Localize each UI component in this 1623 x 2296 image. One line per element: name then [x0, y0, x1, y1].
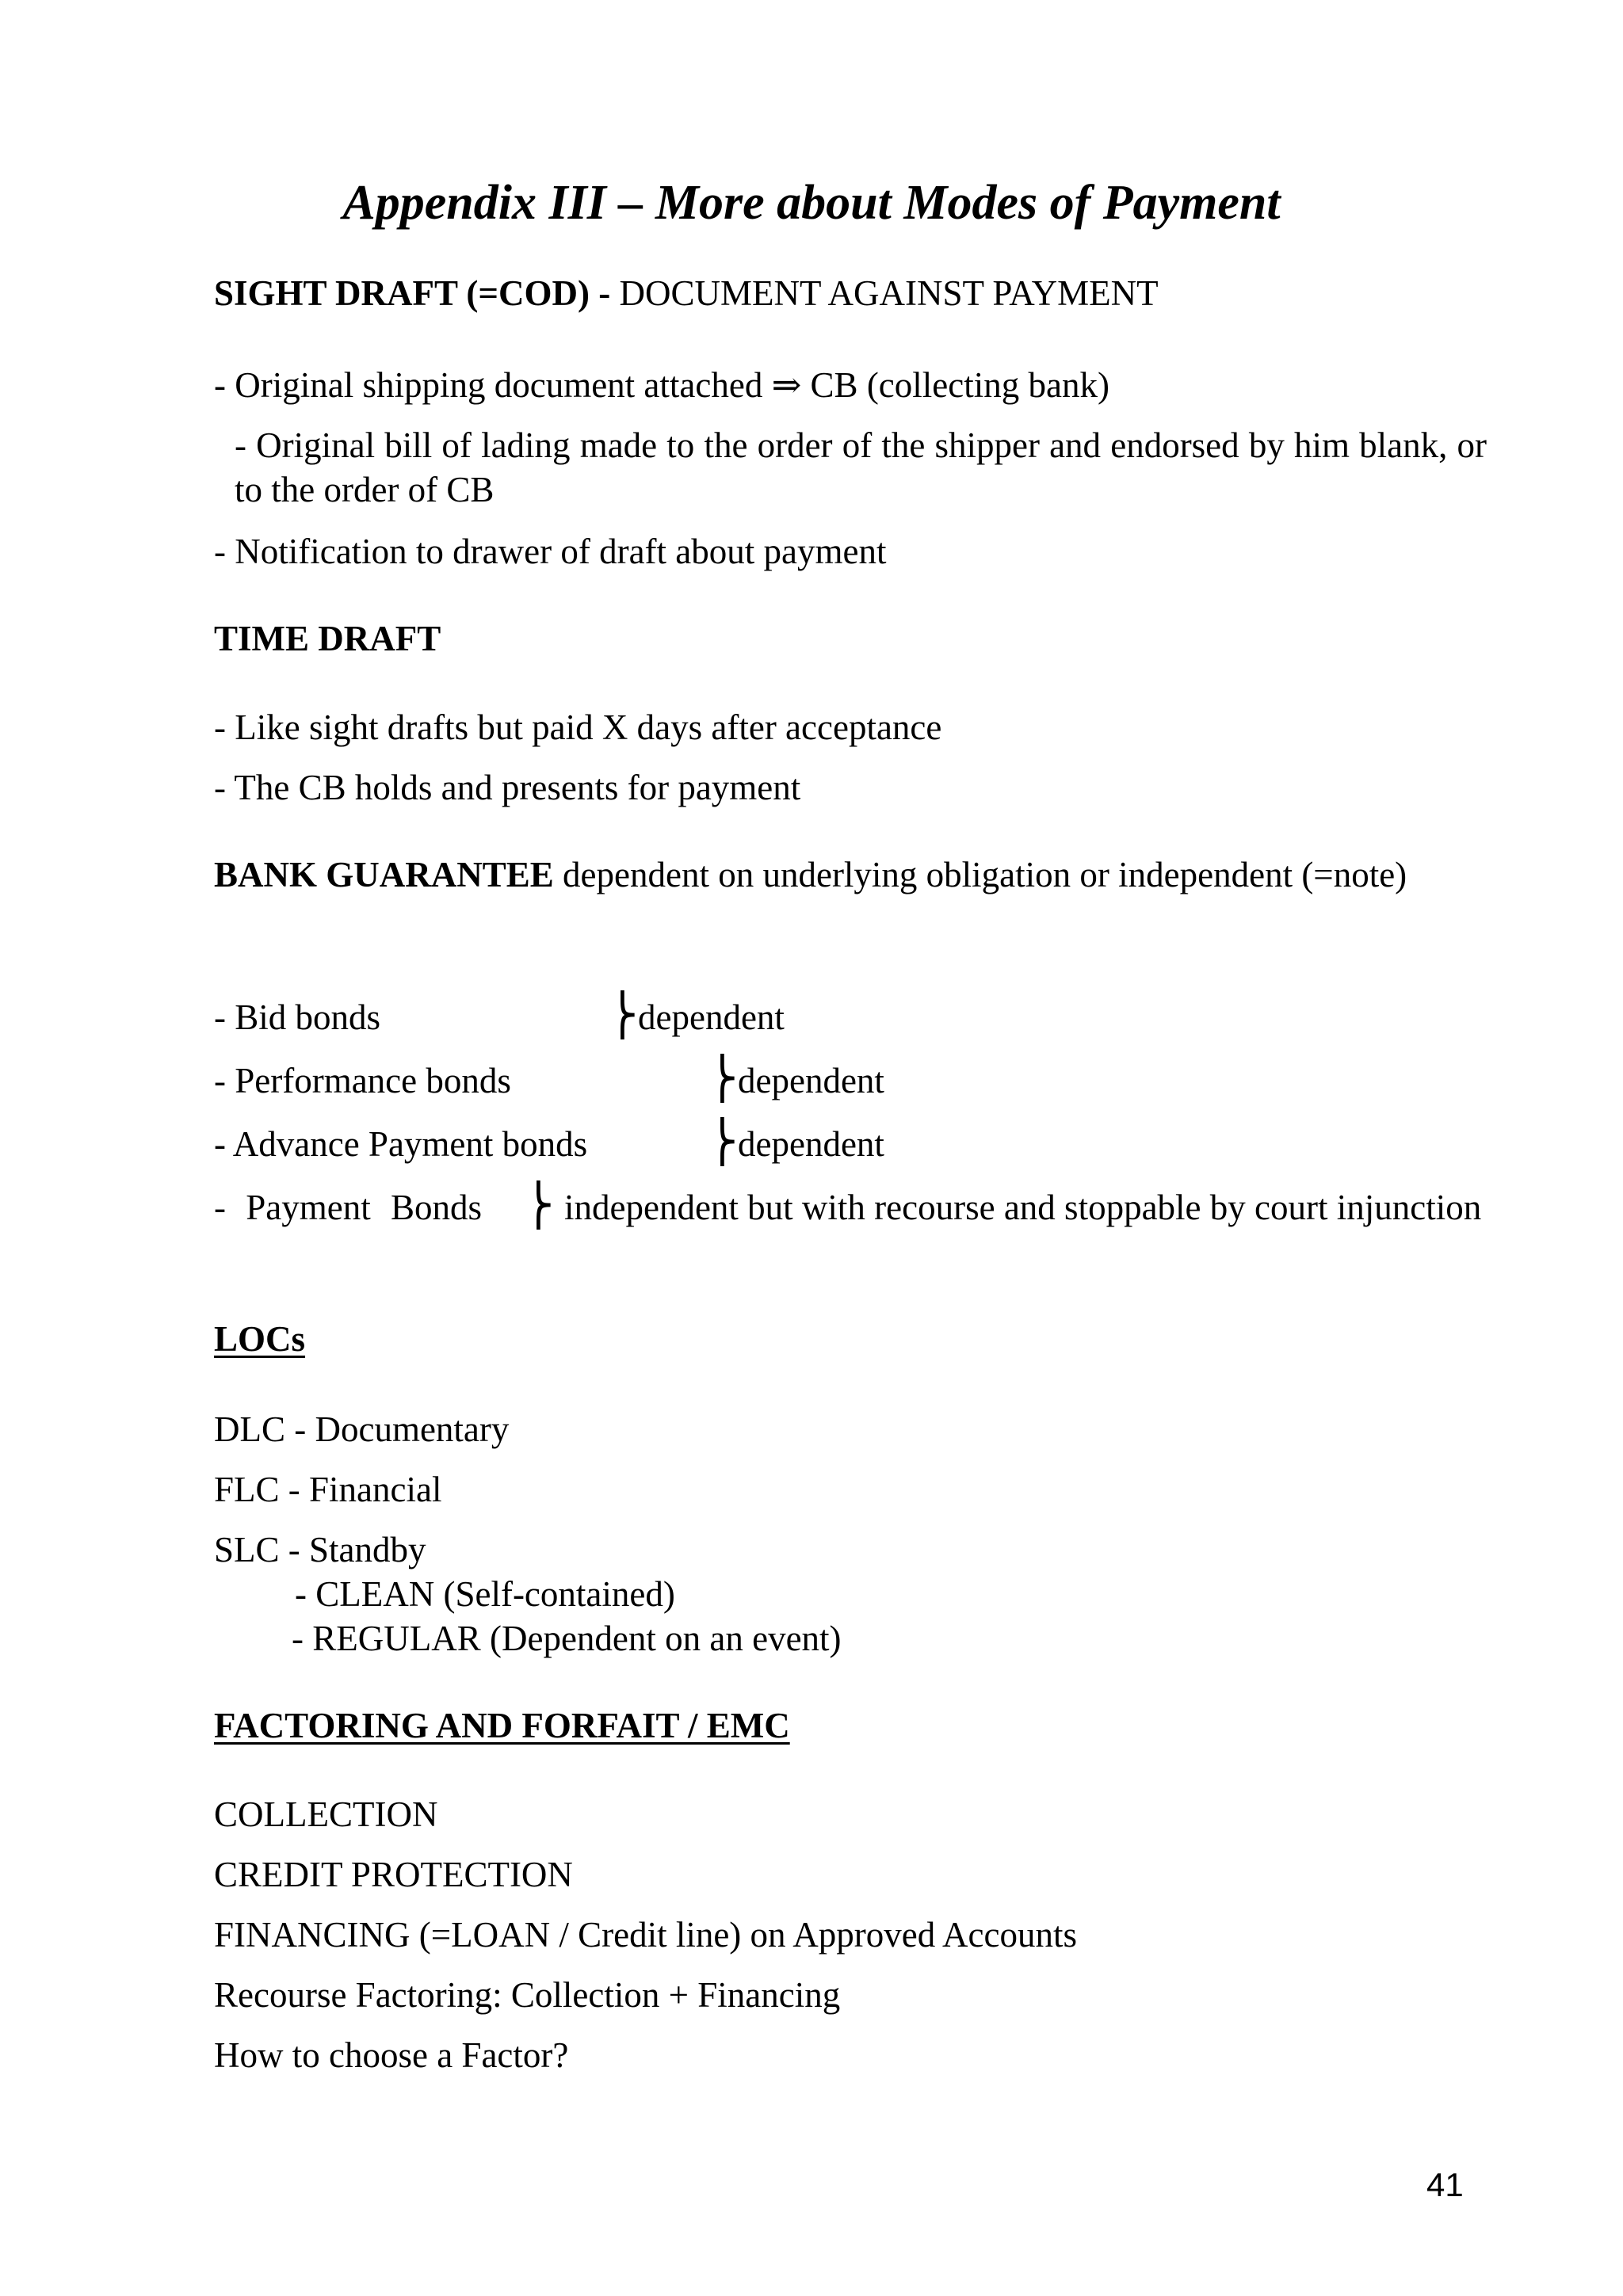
sight-draft-heading — [214, 271, 1159, 315]
brace-glyph: ⎬ — [523, 1184, 554, 1229]
time-draft-line-1: - Like sight drafts but paid X days after acceptance — [214, 707, 942, 747]
bank-guarantee-heading-rest: dependent on underlying obligation or independent (=note) — [553, 855, 1407, 894]
sight-draft-line-1-text: - Original shipping document attached — [214, 365, 772, 405]
time-draft-heading: TIME DRAFT — [214, 619, 441, 658]
bond-name: - Payment Bonds — [214, 1188, 482, 1227]
bank-guarantee-heading — [214, 852, 1487, 897]
sight-draft-line-3: - Notification to drawer of draft about payment — [214, 532, 887, 571]
list-item: How to choose a Factor? — [214, 2035, 569, 2075]
sight-draft-line-2: - Original bill of lading made to the order of the shipper and endorsed by him blank, or to the order of CB — [235, 425, 1487, 509]
list-item: FINANCING (=LOAN / Credit line) on Approved Accounts — [214, 1915, 1077, 1955]
sight-draft-line-1-target: CB (collecting bank) — [801, 365, 1109, 405]
list-item: SLC - Standby — [214, 1530, 426, 1569]
bond-name: - Bid bonds — [214, 997, 381, 1037]
list-item: COLLECTION — [214, 1794, 438, 1834]
brace-icon: ⎬ — [607, 994, 638, 1039]
list-item: DLC - Documentary — [214, 1409, 510, 1449]
bond-type — [707, 1058, 884, 1103]
bond-type: independent but with recourse and stoppable by court injunction — [564, 1188, 1482, 1227]
list-item: FLC - Financial — [214, 1470, 442, 1509]
page-number: 41 — [1426, 2166, 1464, 2203]
bond-type-text: dependent — [738, 1061, 884, 1100]
list-item: CREDIT PROTECTION — [214, 1855, 573, 1894]
bond-type-text: dependent — [738, 1124, 884, 1164]
implies-arrow-icon: ⇒ — [771, 365, 802, 405]
time-draft-line-2: - The CB holds and presents for payment — [214, 768, 801, 807]
sight-draft-heading-rest: DOCUMENT AGAINST PAYMENT — [610, 273, 1159, 313]
bond-name: - Advance Payment bonds — [214, 1124, 588, 1164]
brace-icon: ⎬ — [707, 1120, 738, 1165]
sub-list-item: - CLEAN (Self-contained) — [295, 1574, 675, 1614]
bond-type-text: dependent — [638, 997, 785, 1037]
bond-type — [707, 1122, 884, 1166]
locs-heading: LOCs — [214, 1319, 306, 1359]
bank-guarantee-heading-bold: BANK GUARANTEE — [214, 855, 554, 894]
sub-list-item: - REGULAR (Dependent on an event) — [292, 1619, 842, 1658]
page-title: Appendix III – More about Modes of Payment — [342, 176, 1281, 230]
sight-draft-heading-bold: SIGHT DRAFT (=COD) - — [214, 273, 611, 313]
factoring-heading: FACTORING AND FORFAIT / EMC — [214, 1706, 790, 1745]
bond-type — [607, 995, 785, 1039]
list-item: Recourse Factoring: Collection + Financing — [214, 1975, 841, 2015]
brace-icon: ⎬ — [707, 1057, 738, 1102]
sight-draft-line-1 — [214, 363, 1109, 407]
bond-name: - Performance bonds — [214, 1061, 511, 1100]
